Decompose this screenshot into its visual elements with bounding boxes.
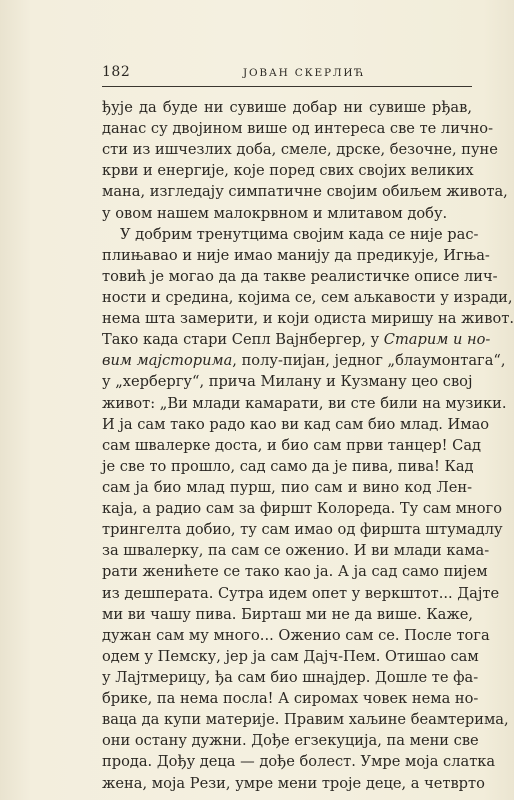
body-text [102, 97, 514, 794]
text-line: сам швалерке доста, и био сам први танцер! Сад [102, 436, 482, 454]
text-line: живот: „Ви млади камарати, ви сте били на музики. [102, 394, 507, 412]
text-line: трингелта добио, ту сам имао од фиршта штумадлу [102, 521, 503, 539]
text-line: плињавао и није имао манију да предикује, Игња- [102, 246, 490, 264]
text-line: жена, моја Рези, умре мени троје деце, а четврто [102, 774, 485, 792]
text-line: брике, па нема посла! А сиромах човек нема но- [102, 690, 479, 708]
text-line-with-italic [102, 329, 491, 350]
text-line [102, 350, 506, 371]
text-line: сти из ишчезлих доба, смеле, дрске, безочне, пуне [102, 141, 498, 159]
text-line: је све то прошло, сад само да је пива, пива! Кад [102, 457, 474, 475]
text-line: мана, изгледају симпатичне својим обиљем живота, [102, 183, 508, 201]
text-line: прода. Дођу деца — дође болест. Умре моја слатка [102, 753, 496, 771]
text-run: , полу-пијан, једног „блаумонтага“, [232, 352, 506, 370]
text-run: Тако када стари Сепл Вајнбергер, у [102, 331, 384, 349]
text-line: данас су двојином више од интереса све те лично- [102, 120, 494, 138]
text-line: у „хербергу“, прича Милану и Кузману цео свој [102, 373, 473, 391]
text-line: крви и енергије, које поред свих својих великих [102, 162, 474, 180]
running-head: ЈОВАН СКЕРЛИЋ [243, 67, 366, 79]
text-line: У добрим тренутцима својим када се није рас- [120, 225, 479, 243]
text-line: сам ја био млад пурш, пио сам и вино код Лен- [102, 478, 472, 496]
paragraph-1 [102, 97, 508, 224]
page-number: 182 [102, 64, 131, 80]
text-line: за швалерку, па сам се оженио. И ви млади кама- [102, 542, 490, 560]
italic-title: Старим и но- [383, 331, 491, 349]
text-line: у овом нашем малокрвном и млитавом добу. [102, 204, 448, 222]
text-line: рати женићете се тако као ја. А ја сад само пијем [102, 563, 488, 581]
text-line: нема шта замерити, и који одиста миришу на живот. [102, 310, 514, 328]
text-line: И ја сам тако радо као ви кад сам био млад. Имао [102, 415, 490, 433]
paragraph-2 [102, 224, 514, 794]
text-line: ми ви чашу пива. Бирташ ми не да више. Каже, [102, 605, 474, 623]
text-line: ђује да буде ни сувише добар ни сувише рђав, [102, 99, 472, 116]
text-line: каја, а радио сам за фиршт Колореда. Ту сам много [102, 500, 502, 518]
text-line: из дешперата. Сутра идем опет у веркштот... Дајте [102, 584, 500, 602]
page-header [102, 60, 472, 87]
text-line: они остану дужни. Дође егзекуција, па мени све [102, 732, 479, 750]
text-line: товић је могао да да такве реалистичке описе лич- [102, 267, 498, 285]
text-line: дужан сам му много... Оженио сам се. После тога [102, 626, 490, 644]
italic-title: вим мајсторима [102, 352, 233, 370]
text-line: ваца да купи материје. Правим хаљине беамтерима, [102, 711, 509, 729]
text-line: одем у Пемску, јер ја сам Дајч-Пем. Отишао сам [102, 647, 479, 665]
text-line: ности и средина, којима се, сем аљкавости у изради, [102, 288, 513, 306]
text-line: у Лајтмерицу, ђа сам био шнајдер. Дошле те фа- [102, 668, 479, 686]
